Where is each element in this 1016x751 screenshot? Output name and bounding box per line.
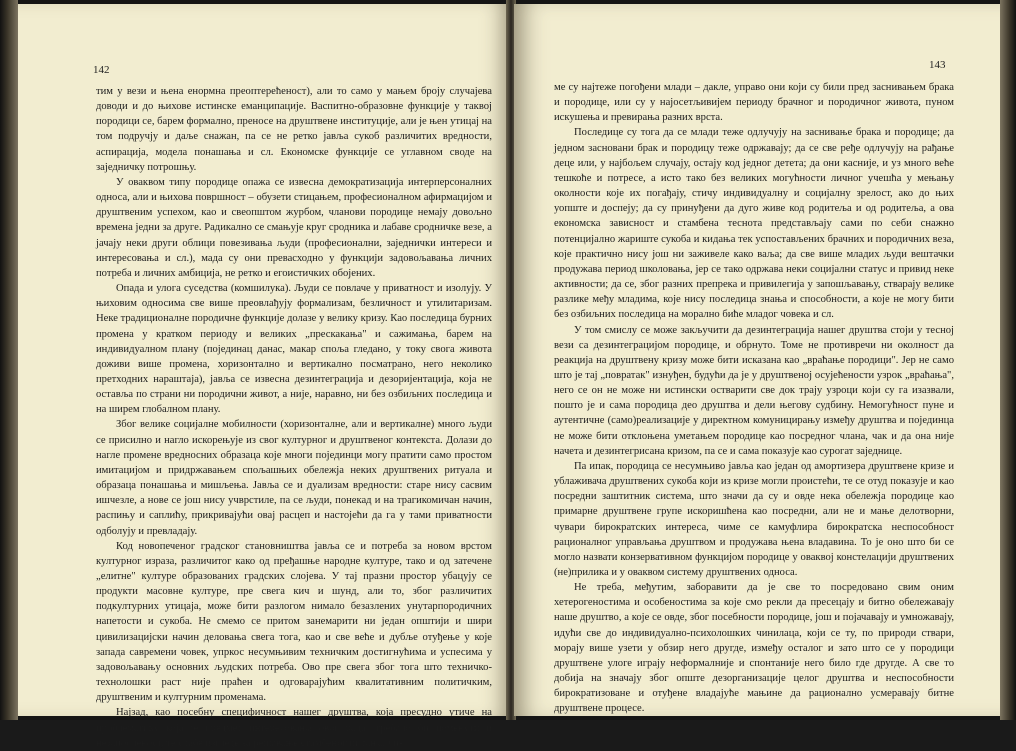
left-paragraph-1: тим у вези и њена енормна преоптерећеност), али то само у мањем броју случајева доводи и до њихове истинске еманципације. Васпитно-образовне функције у таквој породици се, барем формално, преносе на друштвене институције, али је њен утицај на том подручју и даље снажан, па се не ретко јавља сукоб различитих вредности, аспирација, модела понашања и сл. Економске функције се углавном своде на заједничку потрошњу.	[96, 86, 492, 173]
right-paragraph-1: Последице су тога да се млади теже одлучују на заснивање брака и породице; да једном засновани брак и породицу теже одржавају; да се све ређе одлучују на рађање деце или, у најбољем случају, остају код једног детета; да они касније, и уз много веће тешкоће и потресе, а исто тако без великих могућности личног учешћа у мењању околности које их погађају, стичу индивидуалну и социјалну зрелост, ако до њих уопште и доспеју; да су принуђени да дуго живе код родитеља и од родитеља, а ова економска зависност и стамбена теснота представљају сами по себи снажно потенцијално жариште сукоба и кидања тек успостављених брачних и породичних веза, које практично нису још ни заживеле како ваља; да све више младих људи вештачки продужава период школовања, јер се тако одржава неки социјални статус и привид неке активности; да се, због разних препрека и привилегија у запошљавању, стварају велике разлике међу младима, које нису последица знања и способности, а које не могу бити без озбиљних последица на морално биће младог човека и сл.	[554, 127, 954, 321]
left-paragraph-3: Опада и улога суседства (комшилука). Људи се повлаче у приватност и изолују. У њиховим односима све више преовлађују формализам, безличност и утилитаризам. Неке традиционалне породичне функције долазе у велику кризу. Као последица бурних промена у кратком периоду и великих „прескакања" и сажимања, барем на индивидуалном плану (појединац данас, макар споља гледано, у току свога живота доживи више промена, хоризонтално и вертикално посматрано, него неколико претходних нараштаја), јавља се извесна дезинтеграција и дезоријентација, која не оставља по страни ни породични живот, а није, наравно, ни без озбиљних последица и на ширем глобалном плану.	[96, 283, 492, 416]
right-paragraph-3: Па ипак, породица се несумњиво јавља као један од амортизера друштвене кризе и ублаживача друштвених сукоба који из кризе могли проистећи, те се отуд показује и као посредни заштитник система, што значи да су и овде нека обележја породице као примарне друштвене групе искоришћена као посредни, али не и мање делотворни, чувари бирократских интереса, чиме се камуфлира бирократска неспособност рационалног управљања друштвом и продужава њена владавина. То је оно што би се могло назвати конзервативном функцијом породице у оваквој констелацији друштвених (не)прилика и у оваквом систему друштвених односа.	[554, 460, 954, 578]
left-page-number: 142	[93, 64, 110, 76]
left-paragraph-4: Због велике социјалне мобилности (хоризонталне, али и вертикалне) много људи се присилно и нагло искорењује из свог културног и друштвеног контекста. Долази до нагле промене вредносних образаца које многи појединци могу пратити само простом имитацијом и придржавањем спољашњих обележја неких друштвених ритуала и образаца понашања и мишљења. Јавља се и дуализам вредности: старе нису сасвим ишчезле, а нове се још нису учврстиле, па се људи, понекад и на трагикомичан начин, распињу и саплићу, прикривајући овај расцеп и настојећи да га у тами приватности одболују и превладају.	[96, 419, 492, 537]
left-paragraph-6: Најзад, као посебну специфичност нашег друштва, која пресудно утиче на проблематику која је предмет интересовања овог рада, требало би поменути и незапосленост, те слабе изгледе за решавање стамбеног питања, чи-	[96, 707, 492, 749]
right-page	[514, 4, 1000, 716]
left-page-body	[96, 84, 492, 751]
left-page	[18, 4, 510, 749]
right-page-number: 143	[929, 59, 946, 71]
left-paragraph-5: Код новопеченог градског становништва јавља се и потреба за новом врстом културног израза, различитог како од пређашње народне културе, тако и од затечене „елитне" културе образованих градских слојева. У тај празни простор убацују се продукти масовне културе, пре свега кич и шунд, али то, због различитих подкултурних утицаја, може бити разлогом нимало безазлених унутарпородичних напетости и сукоба. Не смемо се притом занемарити ни један општији и шири цивилизацијски начин деловања свега тога, као и све веће и дубље отуђење у које запада савремени човек, упркос несумњивим техничким достигнућима и успесима у задовољавању основних људских потреба. Ово пре свега због тога што техничко-технолошки раст није праћен и одговарајућим квалитативним политичким, друштвеним и културним променама.	[96, 540, 492, 704]
book-edge-right	[1000, 0, 1016, 720]
right-page-body	[554, 80, 954, 717]
right-paragraph-2: У том смислу се може закључити да дезинтеграција нашег друштва стоји у тесној вези са дезинтеграцијом породице, и обрнуто. Томе не противречи ни околност да реакција на друштвену кризу може бити исказана као „враћање породици". Јер не само што је тај „повратак" изнуђен, будући да је у друштвеној осујећености узрок „враћања", него се он не може ни истински остварити све док трају узроци који су га изазвали, пошто је и сама породица део друштва и дели његову судбину. Немогућност пуне и аутентичне (само)реализације у директном комуницирању између друштва и појединца не може бити отклоњена уметањем породице као посредног члана, чак и да она није начета и дезинтегрисана кризом, па се и сама показује као сурогат заједнице.	[554, 324, 954, 457]
right-paragraph-continued: ме су најтеже погођени млади – дакле, управо они који су били пред заснивањем брака и породице, или су у најосетљивијем периоду брачног и породичног живота, пуном искушења и превирања разних врста.	[554, 82, 954, 124]
left-paragraph-2: У оваквом типу породице опажа се извесна демократизација интерперсоналних односа, али и њихова површност – обузети стицањем, професионалном афирмацијом и друштвеним успехом, као и свеопштом журбом, чланови породице немају довољно времена једни за друге. Радикално се смањује круг сродника и лабаве сродничке везе, а јачају неки други облици повезивања људи (професионални, заједнички интереси и интересовања и сл.), мада су они превасходно у функцији задовољавања личних потреба и личних амбиција, не ретко и егоистичких обојених.	[96, 176, 492, 279]
right-paragraph-4: Не треба, међутим, заборавити да је све то посредовано свим оним хетерогеностима и особеностима за које смо рекли да пресецају и битно обележавају наше друштво, а које се овде, због посебности породице, још и појачавају и умножавају, идући све до индивидуално-психолошких чинилаца, који се ту, по природи ствари, морају више узети у обзир него другде, између осталог и зато што се у породици друштвене улоге играју неформалније и спонтаније него било где другде. А све то добија на значају због опште дезорганизације целог друштва и неспособности бирократизоване и отуђене владајуће мањине да рационално усмеравају битне друштвене процесе.	[554, 582, 954, 715]
book-edge-left	[0, 0, 18, 720]
